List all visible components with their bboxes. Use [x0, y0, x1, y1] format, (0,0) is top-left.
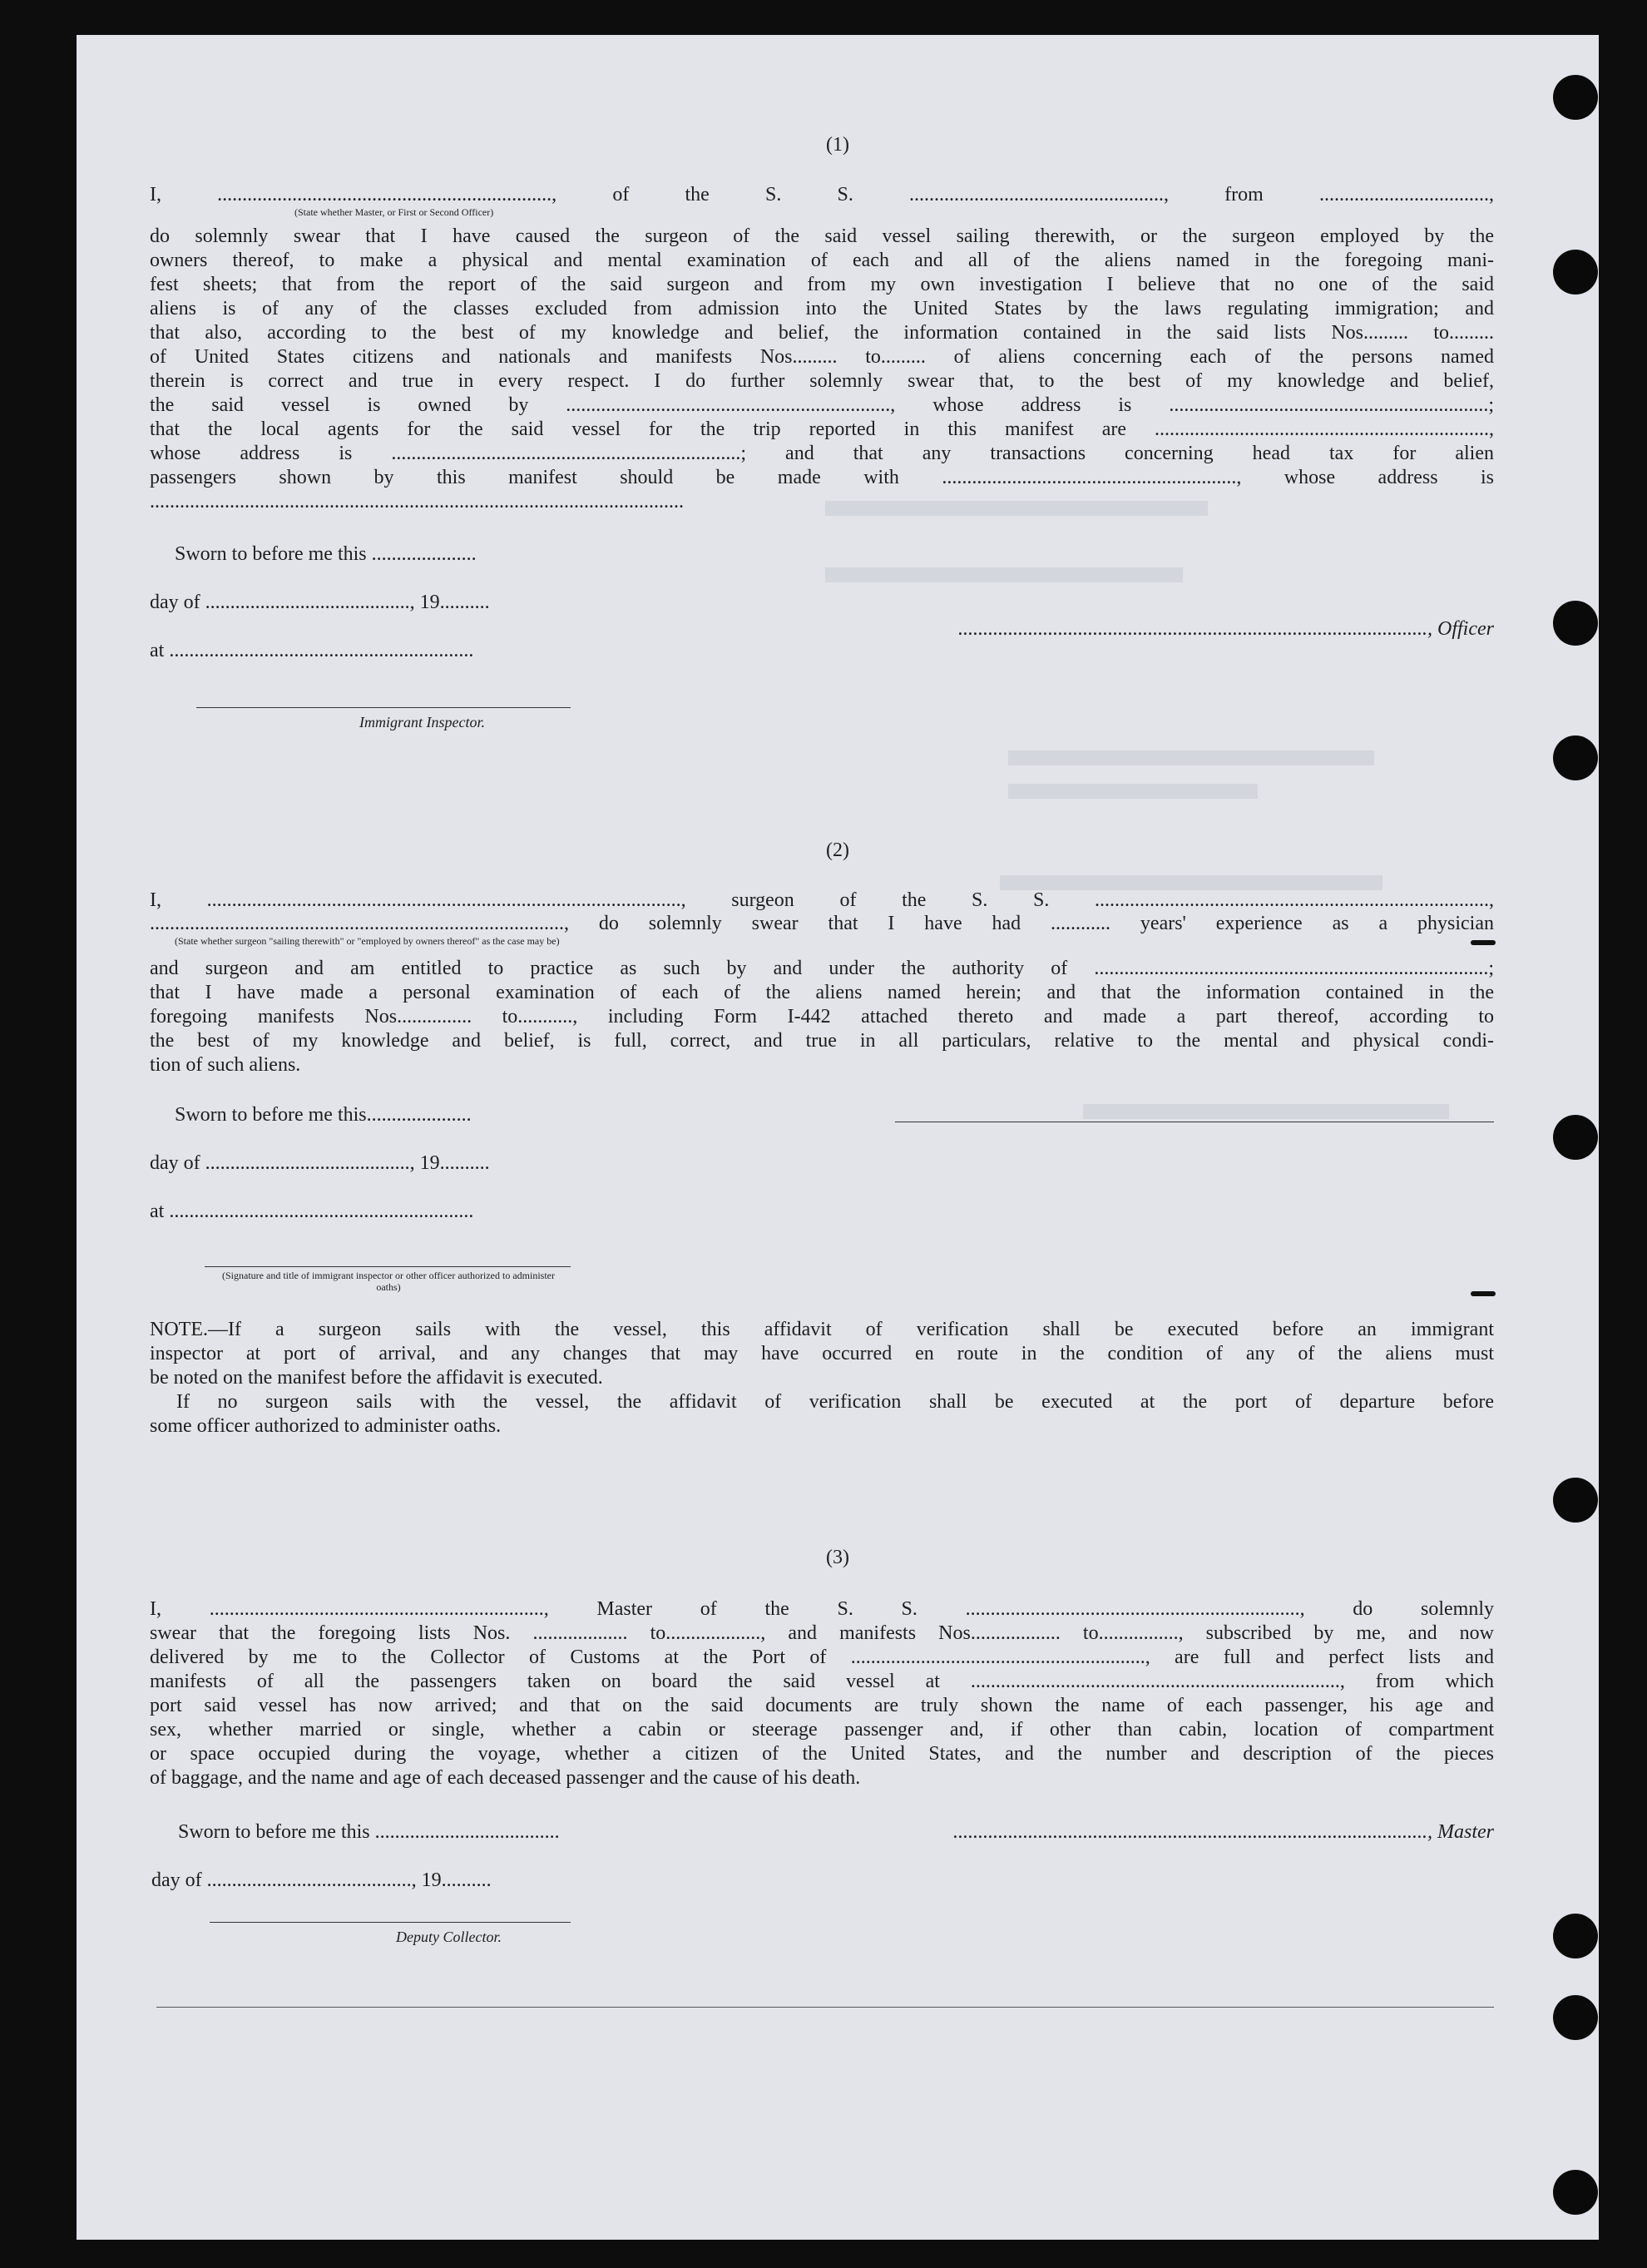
section-1-number: (1) — [826, 134, 849, 156]
punch-mark — [1471, 1291, 1496, 1296]
punch-hole — [1553, 250, 1598, 295]
manifest-page — [77, 35, 1599, 2240]
section-2-paragraph-line: and surgeon and am entitled to practice as such by and under the authority of ...............................................................................; — [150, 958, 1494, 979]
section-1-paragraph-line: therein is correct and true in every respect. I do further solemnly swear that, to the best of my knowledge and belief, — [150, 370, 1494, 392]
section-1-officer-caption: (State whether Master, or First or Second Officer) — [294, 206, 494, 218]
bleed-through-mark — [1008, 784, 1258, 799]
section-2-paragraph-line: the best of my knowledge and belief, is full, correct, and true in all particulars, relative to the mental and physical condi- — [150, 1030, 1494, 1052]
section-2-number: (2) — [826, 839, 849, 861]
section-2-at-line: at ............................................................. — [150, 1201, 474, 1222]
bleed-through-mark — [825, 567, 1183, 582]
section-2-note-line: If no surgeon sails with the vessel, the affidavit of verification shall be executed at the port of departure before — [176, 1391, 1494, 1413]
bleed-through-mark — [1083, 1104, 1449, 1119]
punch-mark — [1471, 940, 1496, 945]
section-2-note-line: some officer authorized to administer oaths. — [150, 1415, 502, 1437]
section-3-paragraph-line: delivered by me to the Collector of Customs at the Port of ..........................................................., are full and perfect lists and — [150, 1647, 1494, 1668]
punch-hole — [1553, 1115, 1598, 1160]
section-1-sworn-line: Sworn to before me this ..................... — [175, 543, 477, 565]
section-1-paragraph-line: fest sheets; that from the report of the said surgeon and from my own investigation I believe that no one of the said — [150, 274, 1494, 295]
punch-hole — [1553, 75, 1598, 120]
section-2-sworn-line: Sworn to before me this..................... — [175, 1104, 472, 1126]
section-1-paragraph-line: passengers shown by this manifest should be made with ..........................................................., whose address is — [150, 467, 1494, 488]
section-1-signature-caption: Immigrant Inspector. — [359, 714, 485, 730]
section-3-sworn-line: Sworn to before me this ..................................... — [178, 1821, 560, 1843]
section-1-paragraph-line: whose address is ......................................................................; and that any transactions concerning head tax for alien — [150, 443, 1494, 464]
section-2-note-line: inspector at port of arrival, and any changes that may have occurred en route in the condition of any of the aliens must — [150, 1343, 1494, 1364]
punch-hole — [1553, 1478, 1598, 1523]
section-3-paragraph-line: I, ..................................................................., Master of the S. S. ..................................................................., do solemnly — [150, 1598, 1494, 1620]
section-3-paragraph-line: manifests of all the passengers taken on board the said vessel at .........................................................................., from which — [150, 1671, 1494, 1692]
section-2-day-line: day of ........................................., 19.......... — [150, 1152, 490, 1174]
section-3-paragraph-line: port said vessel has now arrived; and that on the said documents are truly shown the name of each passenger, his age and — [150, 1695, 1494, 1716]
section-3-number: (3) — [826, 1547, 849, 1568]
section-1-at-line: at ............................................................. — [150, 640, 474, 661]
section-3-paragraph-line: swear that the foregoing lists Nos. ................... to..................., and manifests Nos.................. to................, subscribed by me, and now — [150, 1622, 1494, 1644]
punch-hole — [1553, 2170, 1598, 2215]
section-1-paragraph-line: that the local agents for the said vessel for the trip reported in this manifest are ..................................................................., — [150, 418, 1494, 440]
section-3-paragraph-line: sex, whether married or single, whether a cabin or steerage passenger and, if other than cabin, location of compartment — [150, 1719, 1494, 1741]
section-3-master-signature-line: ..............................................................................................., Master — [953, 1821, 1494, 1843]
section-3-day-line: day of ........................................., 19.......... — [151, 1869, 492, 1891]
section-1-paragraph-line: the said vessel is owned by ................................................................., whose address is ................................................................; — [150, 394, 1494, 416]
bleed-through-mark — [1008, 750, 1374, 765]
section-2-note-line: be noted on the manifest before the affidavit is executed. — [150, 1367, 603, 1389]
section-1-paragraph-line: ........................................................................................................... — [150, 491, 684, 513]
bottom-rule — [156, 2007, 1494, 2008]
section-3-paragraph-line: of baggage, and the name and age of each deceased passenger and the cause of his death. — [150, 1767, 861, 1789]
punch-hole — [1553, 735, 1598, 780]
section-1-officer-signature-line: .............................................................................................., Officer — [958, 618, 1494, 640]
section-3-paragraph-line: or space occupied during the voyage, whether a citizen of the United States, and the number and description of the pieces — [150, 1743, 1494, 1765]
section-2-signature-rule — [205, 1266, 571, 1267]
section-2-first-line: I, ..............................................................................................., surgeon of the S. S. ..............................................................................., — [150, 889, 1494, 911]
punch-hole — [1553, 601, 1598, 646]
section-2-note-line: NOTE.—If a surgeon sails with the vessel, this affidavit of verification shall be executed before an immigrant — [150, 1319, 1494, 1340]
section-1-paragraph-line: aliens is of any of the classes excluded from admission into the United States by the laws regulating immigration; and — [150, 298, 1494, 319]
section-2-surgeon-caption: (State whether surgeon "sailing therewith" or "employed by owners thereof" as the case may be) — [175, 935, 560, 947]
section-1-paragraph-line: do solemnly swear that I have caused the surgeon of the said vessel sailing therewith, or the surgeon employed by the — [150, 225, 1494, 247]
section-2-paragraph-line: foregoing manifests Nos............... to..........., including Form I-442 attached thereto and made a part thereof, according to — [150, 1006, 1494, 1028]
section-1-paragraph-line: of United States citizens and nationals and manifests Nos......... to......... of aliens concerning each of the persons named — [150, 346, 1494, 368]
section-2-paragraph-line: tion of such aliens. — [150, 1054, 301, 1076]
punch-hole — [1553, 1914, 1598, 1959]
section-2-paragraph-line: that I have made a personal examination of each of the aliens named herein; and that the information contained in the — [150, 982, 1494, 1003]
section-2-second-line: ..................................................................................., do solemnly swear that I have had ............ years' experience as a physician — [150, 913, 1494, 934]
section-2-signature-caption: (Signature and title of immigrant inspector or other officer authorized to administer oaths) — [222, 1270, 555, 1293]
section-1-paragraph-line: that also, according to the best of my knowledge and belief, the information contained in the said lists Nos......... to......... — [150, 322, 1494, 344]
section-1-first-line: I, ..................................................................., of the S. S. ..................................................., from .................................., — [150, 184, 1494, 206]
section-1-day-line: day of ........................................., 19.......... — [150, 592, 490, 613]
section-1-paragraph-line: owners thereof, to make a physical and mental examination of each and all of the aliens named in the foregoing mani- — [150, 250, 1494, 271]
section-1-signature-rule — [196, 707, 571, 708]
punch-hole — [1553, 1995, 1598, 2040]
section-3-signature-rule — [210, 1922, 571, 1923]
section-3-signature-caption: Deputy Collector. — [396, 1929, 502, 1945]
